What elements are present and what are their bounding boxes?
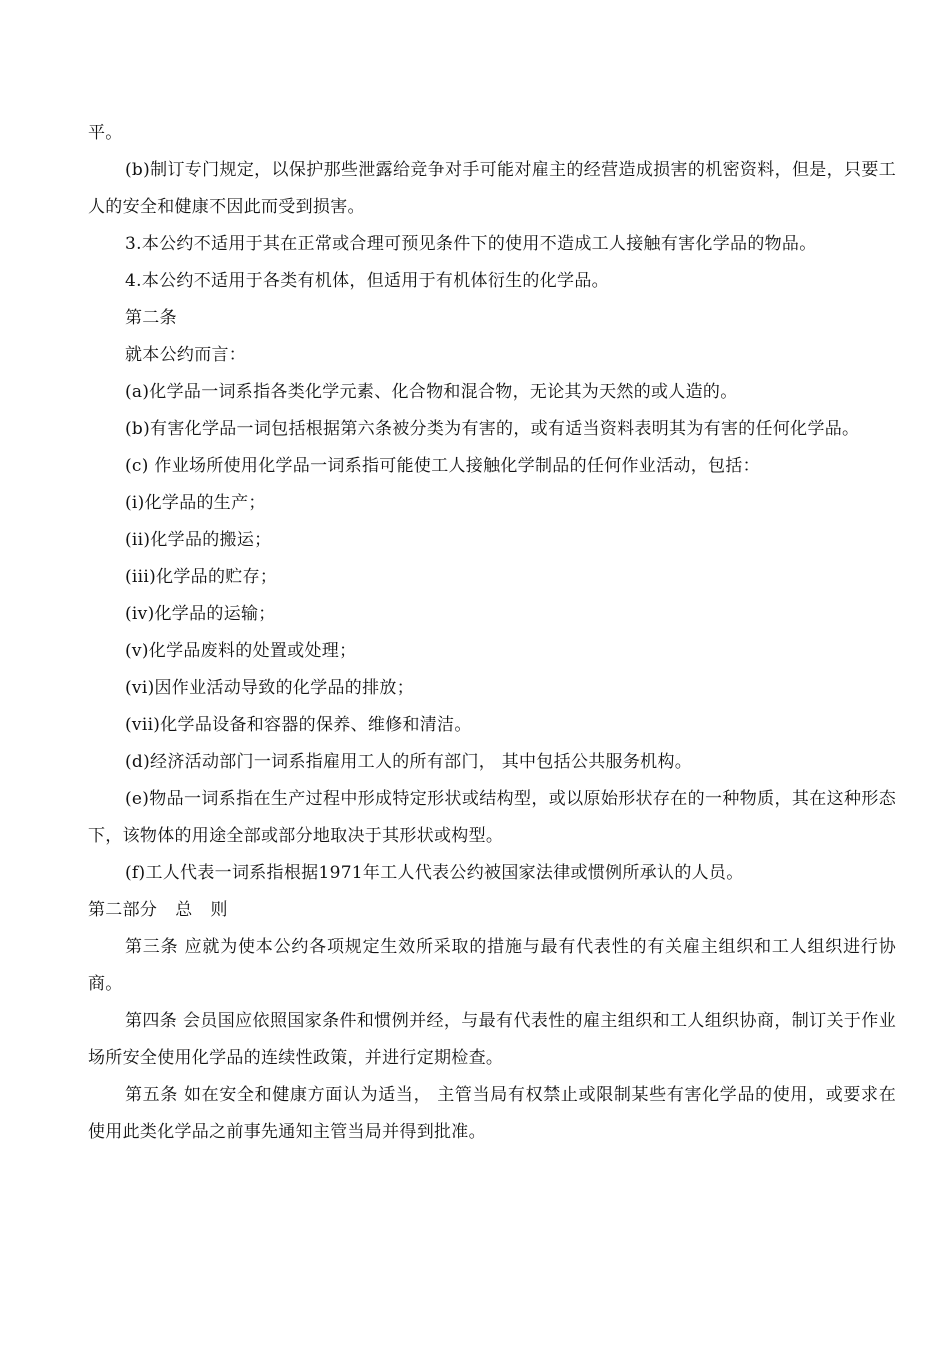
list-item-iii: (iii)化学品的贮存； (125, 567, 278, 587)
definition-d: (d)经济活动部门一词系指雇用工人的所有部门， 其中包括公共服务机构。 (125, 752, 693, 772)
list-item-vi: (vi)因作业活动导致的化学品的排放； (125, 678, 415, 698)
document-body (88, 115, 896, 1151)
list-item-ii: (ii)化学品的搬运； (125, 530, 272, 550)
list-item-v: (v)化学品废料的处置或处理； (125, 641, 357, 661)
paragraph-b-confidential: (b)制订专门规定，以保护那些泄露给竞争对手可能对雇主的经营造成损害的机密资料，但是，只要工人的安全和健康不因此而受到损害。 (88, 160, 896, 217)
article-5: 第五条 如在安全和健康方面认为适当， 主管当局有权禁止或限制某些有害化学品的使用，或要求在使用此类化学品之前事先通知主管当局并得到批准。 (88, 1085, 896, 1142)
list-item-i: (i)化学品的生产； (125, 493, 266, 513)
article-2-heading: 第二条 (125, 308, 177, 328)
paragraph-definitions-intro: 就本公约而言： (125, 345, 247, 365)
list-item-vii: (vii)化学品设备和容器的保养、维修和清洁。 (125, 715, 472, 735)
part-heading-word-1: 总 (175, 900, 193, 920)
part-heading-word-2: 则 (210, 900, 228, 920)
definition-e: (e)物品一词系指在生产过程中形成特定形状或结构型，或以原始形状存在的一种物质，其在这种形态下，该物体的用途全部或部分地取决于其形状或构型。 (88, 789, 896, 846)
paragraph-clause-4: 4.本公约不适用于各类有机体，但适用于有机体衍生的化学品。 (125, 271, 609, 291)
article-4: 第四条 会员国应依照国家条件和惯例并经，与最有代表性的雇主组织和工人组织协商，制订关于作业场所安全使用化学品的连续性政策，并进行定期检查。 (88, 1011, 896, 1068)
paragraph-clause-3: 3.本公约不适用于其在正常或合理可预见条件下的使用不造成工人接触有害化学品的物品。 (125, 234, 817, 254)
definition-f: (f)工人代表一词系指根据1971年工人代表公约被国家法律或惯例所承认的人员。 (125, 863, 744, 883)
article-3: 第三条 应就为使本公约各项规定生效所采取的措施与最有代表性的有关雇主组织和工人组织进行协商。 (88, 937, 896, 994)
list-item-iv: (iv)化学品的运输； (125, 604, 276, 624)
paragraph-continuation: 平。 (88, 123, 123, 143)
part-heading (88, 892, 896, 929)
definition-c: (c) 作业场所使用化学品一词系指可能使工人接触化学制品的任何作业活动，包括： (125, 456, 760, 476)
definition-b: (b)有害化学品一词包括根据第六条被分类为有害的，或有适当资料表明其为有害的任何化学品。 (125, 419, 860, 439)
part-heading-label: 第二部分 (88, 900, 158, 920)
definition-a: (a)化学品一词系指各类化学元素、化合物和混合物，无论其为天然的或人造的。 (125, 382, 738, 402)
